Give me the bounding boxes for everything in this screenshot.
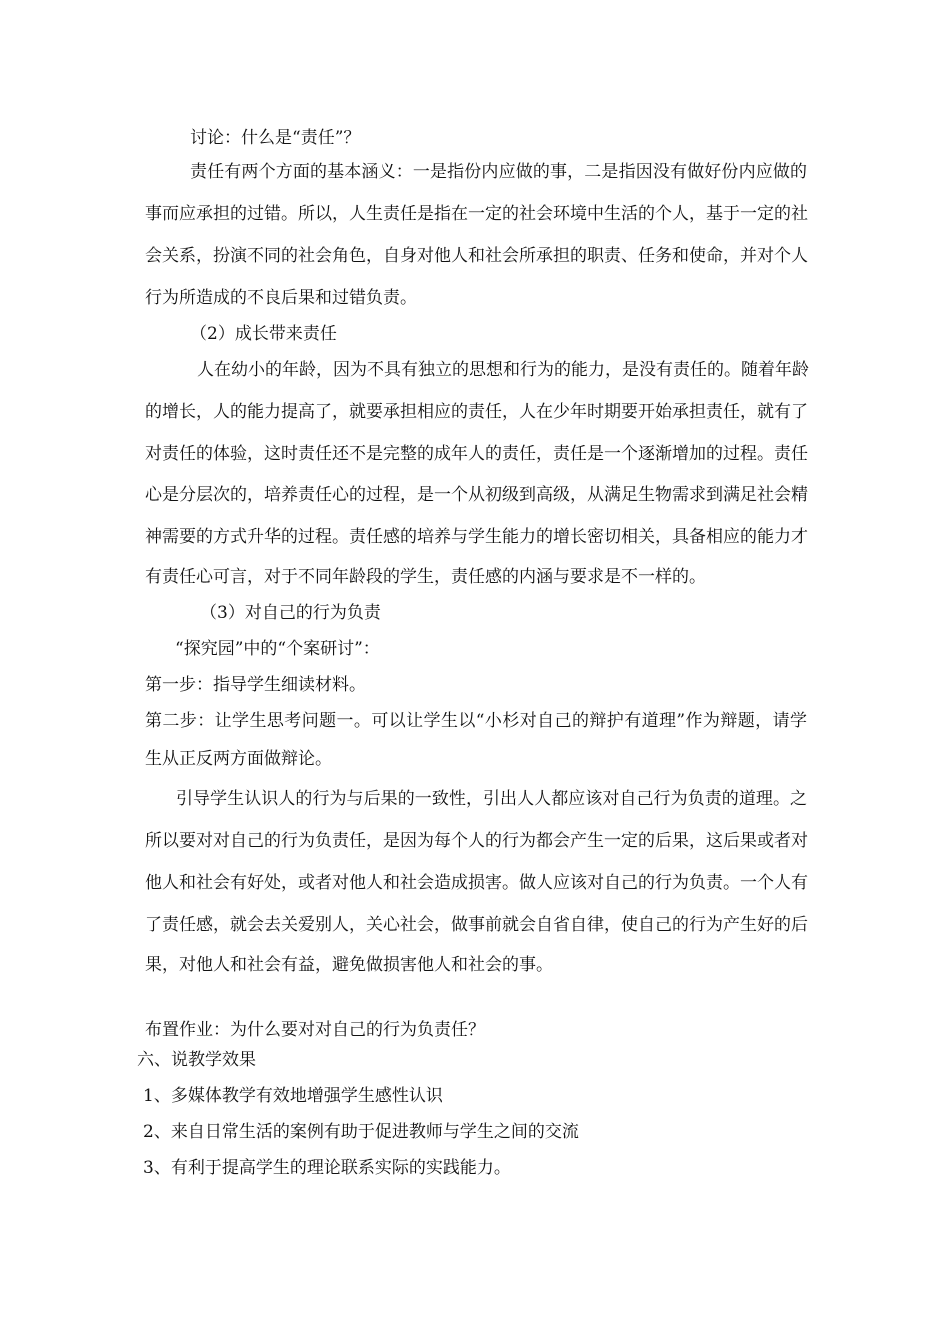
case-intro: “探究园”中的“个案研讨”： (175, 639, 380, 659)
paragraph-line: 事而应承担的过错。所以，人生责任是指在一定的社会环境中生活的个人，基于一定的社 (145, 204, 808, 224)
paragraph-line: 行为所造成的不良后果和过错负责。 (145, 288, 417, 308)
paragraph-line: 神需要的方式升华的过程。责任感的培养与学生能力的增长密切相关，具备相应的能力才 (145, 527, 808, 547)
paragraph-line: 果，对他人和社会有益，避免做损害他人和社会的事。 (145, 955, 553, 975)
paragraph-line: 所以要对对自己的行为负责任，是因为每个人的行为都会产生一定的后果，这后果或者对 (145, 831, 808, 851)
step-two-line: 生从正反两方面做辩论。 (145, 749, 332, 769)
step-one: 第一步：指导学生细读材料。 (145, 675, 366, 695)
section-heading: （3）对自己的行为负责 (200, 603, 381, 623)
paragraph-line: 心是分层次的，培养责任心的过程，是一个从初级到高级，从满足生物需求到满足社会精 (145, 485, 808, 505)
discussion-question: 讨论：什么是“责任”？ (190, 128, 361, 148)
paragraph-line: 会关系，扮演不同的社会角色，自身对他人和社会所承担的职责、任务和使命，并对个人 (145, 246, 808, 266)
paragraph-line: 了责任感，就会去关爱别人，关心社会，做事前就会自省自律，使自己的行为产生好的后 (145, 915, 808, 935)
list-item: 3、有利于提高学生的理论联系实际的实践能力。 (143, 1158, 511, 1178)
section-heading: 六、说教学效果 (137, 1050, 256, 1070)
section-heading: （2）成长带来责任 (190, 324, 337, 344)
paragraph-line: 的增长，人的能力提高了，就要承担相应的责任，人在少年时期要开始承担责任，就有了 (145, 402, 808, 422)
paragraph-line: 有责任心可言，对于不同年龄段的学生，责任感的内涵与要求是不一样的。 (145, 567, 706, 587)
list-item: 1、多媒体教学有效地增强学生感性认识 (143, 1086, 443, 1106)
paragraph-line: 人在幼小的年龄，因为不具有独立的思想和行为的能力，是没有责任的。随着年龄 (197, 360, 809, 380)
paragraph-line: 对责任的体验，这时责任还不是完整的成年人的责任，责任是一个逐渐增加的过程。责任 (145, 444, 808, 464)
paragraph-line: 他人和社会有好处，或者对他人和社会造成损害。做人应该对自己的行为负责。一个人有 (145, 873, 808, 893)
paragraph-line: 责任有两个方面的基本涵义：一是指份内应做的事，二是指因没有做好份内应做的 (190, 162, 807, 182)
step-two-line: 第二步：让学生思考问题一。可以让学生以“小杉对自己的辩护有道理”作为辩题，请学 (145, 711, 807, 731)
paragraph-line: 引导学生认识人的行为与后果的一致性，引出人人都应该对自己行为负责的道理。之 (176, 789, 807, 809)
list-item: 2、来自日常生活的案例有助于促进教师与学生之间的交流 (143, 1122, 579, 1142)
homework: 布置作业：为什么要对对自己的行为负责任？ (145, 1020, 485, 1040)
